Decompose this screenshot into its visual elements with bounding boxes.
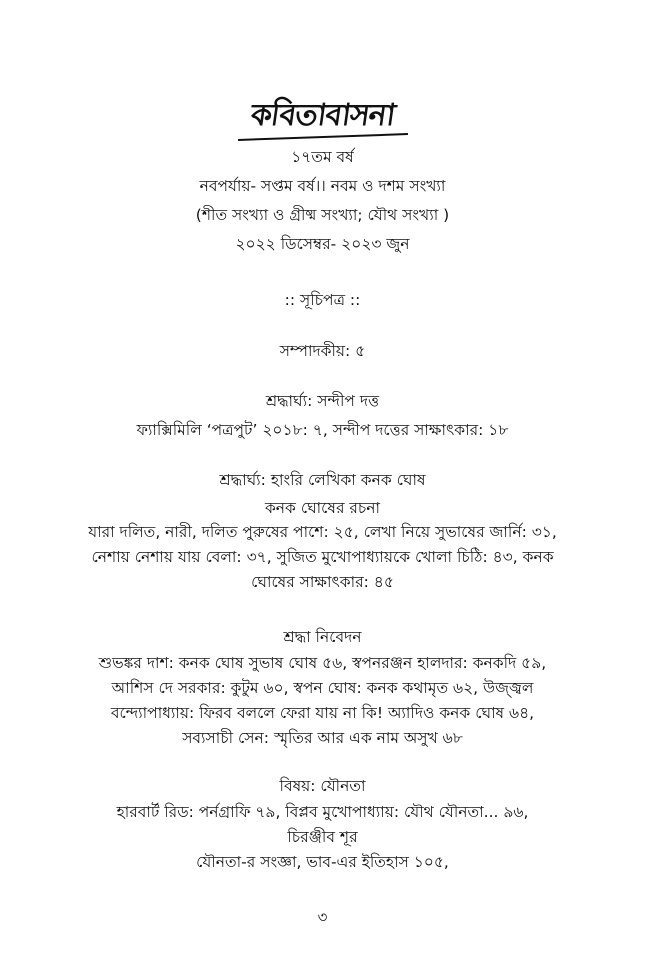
homage-entry-line: আশিস দে সরকার: কুটুম ৬০, স্বপন ঘোষ: কনক কথামৃত ৬২, উজ্জ্বল (111, 679, 534, 697)
contents-heading: :: সূচিপত্র :: (284, 291, 361, 309)
volume-year: ১৭তম বর্ষ (291, 148, 354, 166)
tribute-kanak-entry-line: ঘোষের সাক্ষাৎকার: ৪৫ (251, 573, 394, 591)
homage-entry-line: বন্দ্যোপাধ্যায়: ফিরব বললে ফেরা যায় না কি! অ্যাদিও কনক ঘোষ ৬৪, (110, 704, 535, 722)
homage-entry-line: সব্যসাচী সেন: স্মৃতির আর এক নাম অসুখ ৬৮ (182, 729, 463, 747)
tribute-sandip-heading: শ্রদ্ধার্ঘ্য: সন্দীপ দত্ত (265, 392, 380, 410)
subject-entry-line: চিরঞ্জীব শূর (287, 828, 358, 846)
issue-season: (শীত সংখ্যা ও গ্রীষ্ম সংখ্যা; যৌথ সংখ্যা ) (195, 206, 450, 224)
tribute-sandip-entry: ফ্যাক্সিমিলি ‘পত্রপুট’ ২০১৮: ৭, সন্দীপ দত্তের সাক্ষাৎকার: ১৮ (136, 421, 509, 439)
tribute-kanak-subheading: কনক ঘোষের রচনা (264, 499, 381, 517)
tribute-kanak-entry-line: নেশায় নেশায় যায় বেলা: ৩৭, সুজিত মুখোপাধ্যায়কে খোলা চিঠি: ৪৩, কনক (91, 548, 554, 566)
homage-heading: শ্রদ্ধা নিবেদন (283, 628, 362, 646)
magazine-logo (0, 96, 645, 136)
subject-entry-line: হারবার্ট রিড: পর্নগ্রাফি ৭৯, বিপ্লব মুখোপাধ্যায়: যৌথ যৌনতা... ৯৬, (116, 803, 529, 821)
subject-heading: বিষয়: যৌনতা (279, 777, 366, 795)
editorial-entry: সম্পাদকীয়: ৫ (279, 342, 366, 360)
tribute-kanak-heading: শ্রদ্ধার্ঘ্য: হাংরি লেখিকা কনক ঘোষ (219, 471, 426, 489)
page-number: ৩ (317, 908, 328, 926)
magazine-logo-text: কবিতাবাসনা (248, 98, 397, 133)
issue-date-range: ২০২২ ডিসেম্বর- ২০২৩ জুন (235, 235, 410, 253)
tribute-kanak-entry-line: যারা দলিত, নারী, দলিত পুরুষের পাশে: ২৫, লেখা নিয়ে সুভাষের জার্নি: ৩১, (88, 523, 557, 541)
homage-entry-line: শুভঙ্কর দাশ: কনক ঘোষ সুভাষ ঘোষ ৫৬, স্বপনরঞ্জন হালদার: কনকদি ৫৯, (98, 654, 547, 672)
series-issue-number: নবপর্যায়- সপ্তম বর্ষ।। নবম ও দশম সংখ্যা (199, 177, 446, 195)
subject-entry-line: যৌনতা-র সংজ্ঞা, ভাব-এর ইতিহাস ১০৫, (196, 853, 449, 871)
